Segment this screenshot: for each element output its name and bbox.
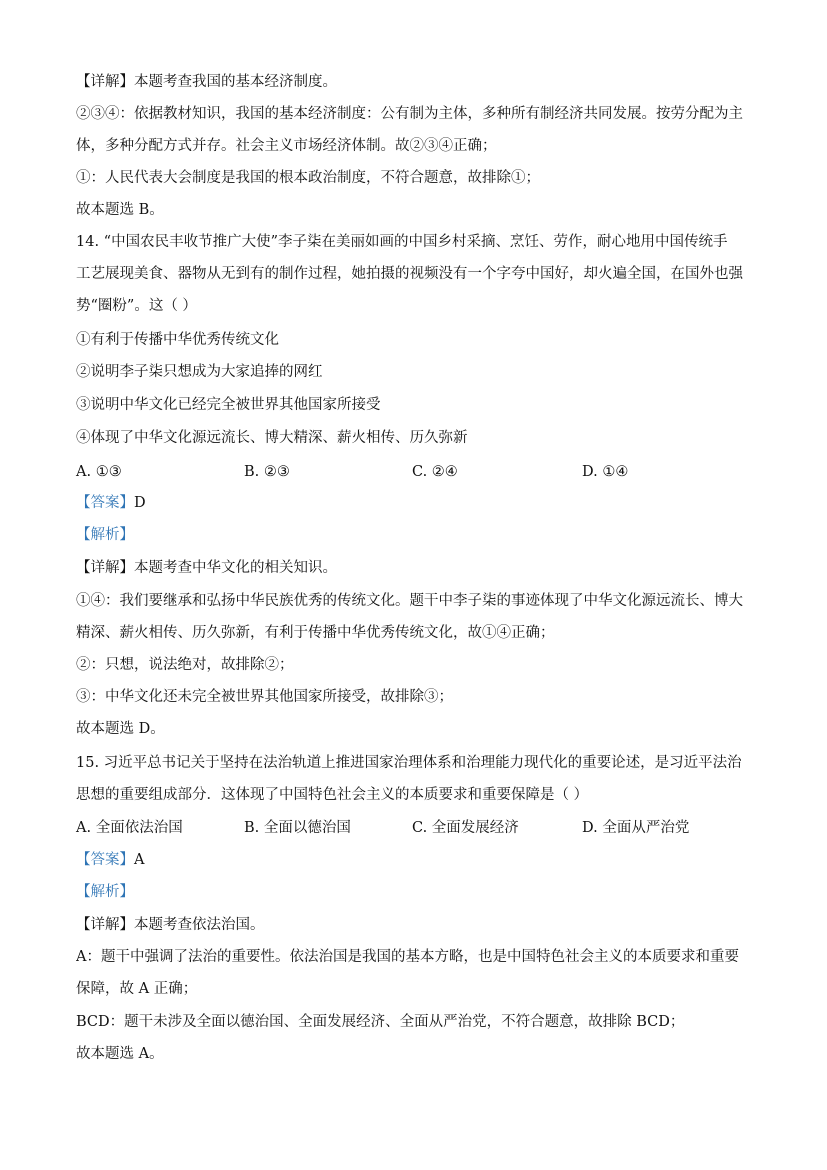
answer-value: A [134, 852, 145, 868]
q14-stem-line: 工艺展现美食、器物从无到有的制作过程，她拍摄的视频没有一个字夸中国好，却火遍全国，在国外也强 [76, 266, 743, 282]
q14-options [76, 461, 756, 483]
answer-value: D [134, 495, 146, 511]
q14-statement: ①有利于传播中华优秀传统文化 [76, 332, 279, 348]
q13-analysis-line: 体，多种分配方式并存。社会主义市场经济体制。故②③④正确； [76, 138, 497, 154]
q15-answer [76, 849, 756, 871]
q15-option-d: D. 全面从严治党 [582, 820, 690, 836]
q14-stem-line: 14. “中国农民丰收节推广大使”李子柒在美丽如画的中国乡村采摘、烹饪、劳作，耐心地用中国传统手 [76, 234, 728, 250]
q13-analysis-line: ①：人民代表大会制度是我国的根本政治制度，不符合题意，故排除①； [76, 170, 540, 186]
q14-stem-line: 势“圈粉”。这（ ） [76, 298, 197, 314]
q13-analysis-line: ②③④：依据教材知识，我国的基本经济制度：公有制为主体，多种所有制经济共同发展。按劳分配为主 [76, 106, 743, 122]
q15-analysis-line: A：题干中强调了法治的重要性。依法治国是我国的基本方略，也是中国特色社会主义的本质要求和重要 [76, 949, 739, 965]
q13-detail-heading: 【详解】本题考查我国的基本经济制度。 [76, 74, 337, 90]
q14-statement: ④体现了中华文化源远流长、博大精深、薪火相传、历久弥新 [76, 430, 468, 446]
q15-option-a: A. 全面依法治国 [76, 820, 183, 836]
q14-analysis-line: ②：只想，说法绝对，故排除②； [76, 657, 294, 673]
q15-options [76, 817, 756, 839]
q15-stem-line: 思想的重要组成部分．这体现了中国特色社会主义的本质要求和重要保障是（ ） [76, 787, 589, 803]
q14-analysis-tag: 【解析】 [76, 527, 134, 543]
q14-option-d: D. ①④ [582, 464, 629, 480]
q14-analysis-line: 精深、薪火相传、历久弥新，有利于传播中华优秀传统文化，故①④正确； [76, 625, 555, 641]
q15-analysis-line: 保障，故 A 正确； [76, 981, 198, 997]
q14-answer [76, 492, 756, 514]
q14-conclusion: 故本题选 D。 [76, 721, 165, 737]
q14-detail-heading: 【详解】本题考查中华文化的相关知识。 [76, 560, 337, 576]
answer-tag: 【答案】 [76, 495, 134, 511]
q15-conclusion: 故本题选 A。 [76, 1046, 164, 1062]
q15-stem-line: 15. 习近平总书记关于坚持在法治轨道上推进国家治理体系和治理能力现代化的重要论述，是习近平法治 [76, 755, 742, 771]
q15-analysis-line: BCD：题干未涉及全面以德治国、全面发展经济、全面从严治党，不符合题意，故排除 BCD； [76, 1014, 685, 1030]
q15-detail-heading: 【详解】本题考查依法治国。 [76, 917, 265, 933]
q15-analysis-tag: 【解析】 [76, 884, 134, 900]
q14-option-a: A. ①③ [76, 464, 122, 480]
q14-analysis-line: ①④：我们要继承和弘扬中华民族优秀的传统文化。题干中李子柒的事迹体现了中华文化源远流长、博大 [76, 593, 743, 609]
q14-statement: ②说明李子柒只想成为大家追捧的网红 [76, 364, 323, 380]
q14-option-c: C. ②④ [412, 464, 458, 480]
q15-option-b: B. 全面以德治国 [244, 820, 351, 836]
q14-analysis-line: ③：中华文化还未完全被世界其他国家所接受，故排除③； [76, 689, 453, 705]
answer-tag: 【答案】 [76, 852, 134, 868]
q14-statement: ③说明中华文化已经完全被世界其他国家所接受 [76, 397, 381, 413]
q15-option-c: C. 全面发展经济 [412, 820, 519, 836]
q13-conclusion: 故本题选 B。 [76, 202, 164, 218]
q14-option-b: B. ②③ [244, 464, 290, 480]
